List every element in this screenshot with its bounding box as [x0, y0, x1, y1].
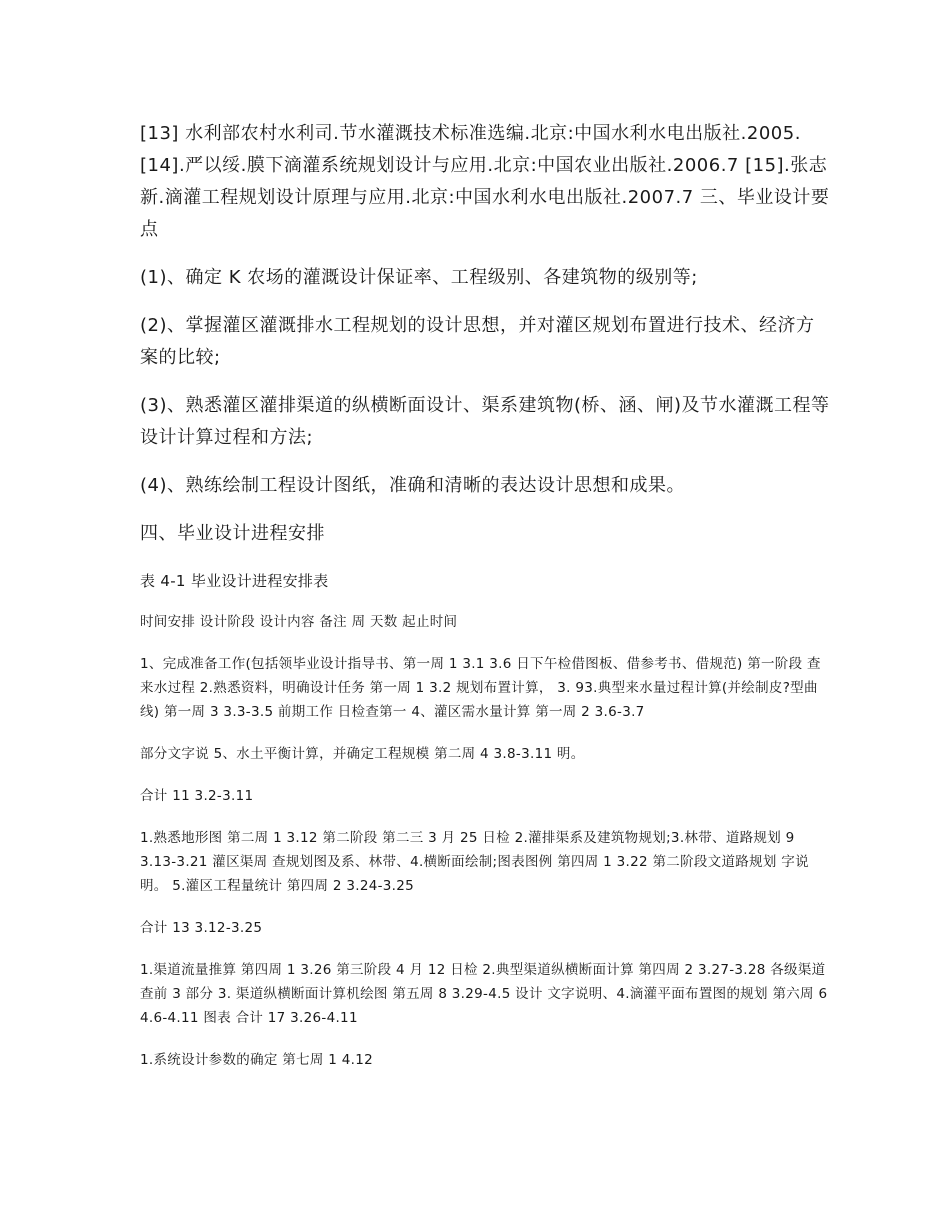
- design-point-3: (3)、熟悉灌区灌排渠道的纵横断面设计、渠系建筑物(桥、涵、闸)及节水灌溉工程等设计计算过程和方法;: [140, 395, 830, 448]
- table-caption: 表 4-1 毕业设计进程安排表: [140, 572, 329, 590]
- table-row: 部分文字说 5、水土平衡计算，并确定工程规模 第二周 4 3.8-3.11 明。: [140, 746, 585, 762]
- table-header-row: 时间安排 设计阶段 设计内容 备注 周 天数 起止时间: [140, 614, 458, 630]
- table-row: 1.系统设计参数的确定 第七周 1 4.12: [140, 1052, 374, 1068]
- references-paragraph: [13] 水利部农村水利司.节水灌溉技术标准选编.北京:中国水利水电出版社.2005. [14].严以绥.膜下滴灌系统规划设计与应用.北京:中国农业出版社.2006.7 [15].张志新.滴灌工程规划设计原理与应用.北京:中国水利水电出版社.2007.7 三、毕业设计要点: [140, 123, 830, 240]
- document-page: [140, 118, 830, 1090]
- design-point-2: (2)、掌握灌区灌溉排水工程规划的设计思想，并对灌区规划布置进行技术、经济方案的比较;: [140, 315, 815, 368]
- table-row: 合计 11 3.2-3.11: [140, 788, 254, 804]
- table-row: 1.熟悉地形图 第二周 1 3.12 第二阶段 第二三 3 月 25 日检 2.灌排渠系及建筑物规划;3.林带、道路规划 9 3.13-3.21 灌区渠周 查规划图及系、林带、4.横断面绘制;图表图例 第四周 1 3.22 第二阶段文道路规划 字说明。 5.灌区工程量统计 第四周 2 3.24-3.25: [140, 830, 809, 894]
- table-row: 1.渠道流量推算 第四周 1 3.26 第三阶段 4 月 12 日检 2.典型渠道纵横断面计算 第四周 2 3.27-3.28 各级渠道查前 3 部分 3. 渠道纵横断面计算机绘图 第五周 8 3.29-4.5 设计 文字说明、4.滴灌平面布置图的规划 第六周 6 4.6-4.11 图表 合计 17 3.26-4.11: [140, 962, 828, 1026]
- table-row: 合计 13 3.12-3.25: [140, 920, 263, 936]
- table-row: 1、完成准备工作(包括领毕业设计指导书、第一周 1 3.1 3.6 日下午检借图板、借参考书、借规范) 第一阶段 查来水过程 2.熟悉资料，明确设计任务 第一周 1 3.2 规划布置计算， 3. 93.典型来水量过程计算(并绘制皮?型曲线) 第一周 3 3.3-3.5 前期工作 日检查第一 4、灌区需水量计算 第一周 2 3.6-3.7: [140, 656, 821, 720]
- design-point-1: (1)、确定 K 农场的灌溉设计保证率、工程级别、各建筑物的级别等;: [140, 267, 698, 288]
- section-heading: 四、毕业设计进程安排: [140, 523, 325, 544]
- design-point-4: (4)、熟练绘制工程设计图纸，准确和清晰的表达设计思想和成果。: [140, 475, 685, 496]
